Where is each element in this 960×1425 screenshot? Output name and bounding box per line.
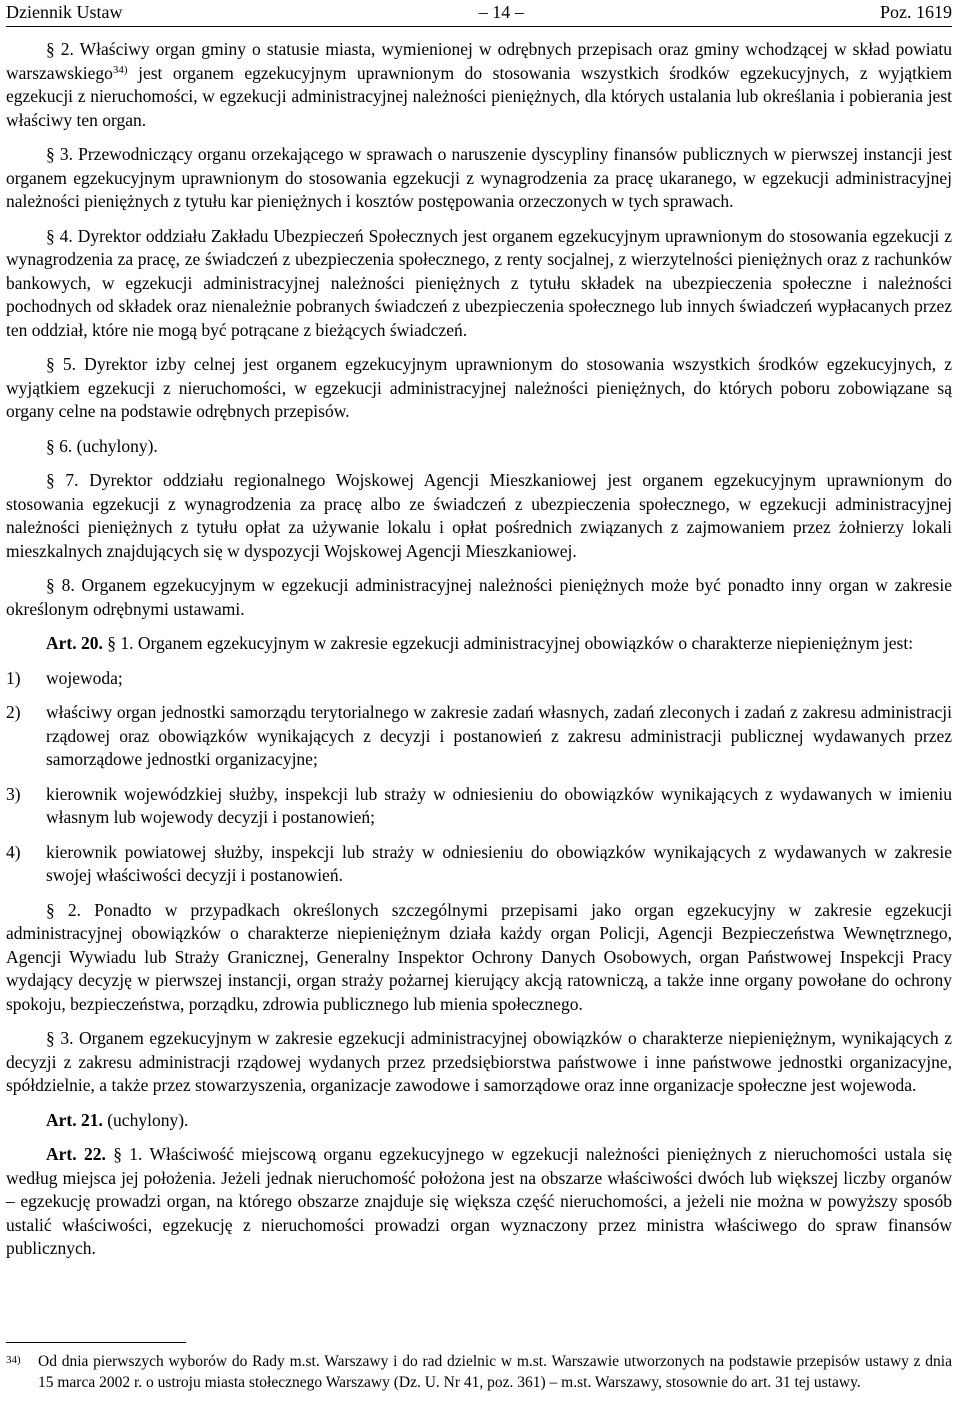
footnote-divider xyxy=(6,1342,186,1343)
footnote xyxy=(6,1351,952,1393)
footnote-mark: 34) xyxy=(6,1354,21,1366)
paragraph-3: § 3. Przewodniczący organu orzekającego w sprawach o naruszenie dyscypliny finansów publicznych w pierwszej instancji jest organem egzekucyjnym uprawnionym do stosowania egzekucji z wynagrodzenia za pracę ukaranego, w egzekucji administracyjnej należności pieniężnych z tytułu kar pieniężnych i kosztów postępowania orzeczonych w tych sprawach. xyxy=(6,144,952,211)
paragraph-8: § 8. Organem egzekucyjnym w egzekucji administracyjnej należności pieniężnych może być ponadto inny organ w zakresie określonym odrębnymi ustawami. xyxy=(6,575,952,619)
position-number: Poz. 1619 xyxy=(879,2,952,23)
journal-title: Dziennik Ustaw xyxy=(6,2,123,23)
list-item: 4) kierownik powiatowej służby, inspekcji lub straży w odniesieniu do obowiązków wynikających z wydawanych w zakresie swojej właściwości decyzji i postanowień. xyxy=(6,841,952,885)
paragraph-5: § 5. Dyrektor izby celnej jest organem egzekucyjnym uprawnionym do stosowania wszystkich środków egzekucyjnych, z wyjątkiem egzekucji z nieruchomości, w egzekucji administracyjnej należności pieniężnych, do których poboru zobowiązane są organy celne na podstawie odrębnych przepisów. xyxy=(6,354,952,421)
list-item: 2) właściwy organ jednostki samorządu terytorialnego w zakresie zadań własnych, zadań zleconych i zadań z zakresu administracji rządowej oraz obowiązków wynikających z decyzji i postanowień z zakresu administracji publicznej wydawanych przez samorządowe jednostki organizacyjne; xyxy=(6,702,952,769)
article-label: Art. 21. xyxy=(46,1109,103,1130)
paragraph-7: § 7. Dyrektor oddziału regionalnego Wojskowej Agencji Mieszkaniowej jest organem egzekucyjnym uprawnionym do stosowania egzekucji z wynagrodzenia za pracę albo ze świadczeń z ubezpieczenia społecznego, w egzekucji administracyjnej należności pieniężnych z tytułu opłat za używanie lokalu i opłat pośrednich związanych z zajmowaniem przez żołnierzy lokali mieszkalnych znajdujących się w dyspozycji Wojskowej Agencji Mieszkaniowej. xyxy=(6,470,952,561)
paragraph-2: § 2. Właściwy organ gminy o statusie miasta, wymienionej w odrębnych przepisach oraz gminy wchodzącej w skład powiatu warszawskiego$^{34)}$ jest organem egzekucyjnym uprawnionym do stosowania wszystkich środków egzekucyjnych, z wyjątkiem egzekucji z nieruchomości, w egzekucji administracyjnej należności pieniężnych, dla których ustalania lub określania i pobierania jest właściwy ten organ. xyxy=(6,39,952,130)
article-20-paragraph-1: Art. 20. § 1. Organem egzekucyjnym w zakresie egzekucji administracyjnej obowiązków o charakterze niepieniężnym jest: xyxy=(46,633,914,653)
article-label: Art. 20. xyxy=(46,633,103,653)
main-text xyxy=(6,38,952,1272)
footnotes xyxy=(6,1342,952,1393)
paragraph-6: § 6. (uchylony). xyxy=(46,435,158,456)
footnote-text: Od dnia pierwszych wyborów do Rady m.st. Warszawy i do rad dzielnic w m.st. Warszawie utworzonych na podstawie przepisów ustawy z dnia 15 marca 2002 r. o ustroju miasta stołecznego Warszawy (Dz. U. Nr 41, poz. 361) – m.st. Warszawy, stosownie do art. 31 tej ustawy. xyxy=(38,1353,952,1391)
article-20-paragraph-2: § 2. Ponadto w przypadkach określonych szczególnymi przepisami jako organ egzekucyjny w zakresie egzekucji administracyjnej obowiązków o charakterze niepieniężnym działa każdy organ Policji, Agencji Bezpieczeństwa Wewnętrznego, Agencji Wywiadu lub Straży Granicznej, Generalny Inspektor Ochrony Danych Osobowych, organ Państwowej Inspekcji Pracy wydający decyzję w pierwszej instancji, organ straży pożarnej kierujący akcją ratowniczą, a także inne organy powołane do ochrony spokoju, bezpieczeństwa, porządku, zdrowia publicznego lub mienia społecznego. xyxy=(6,899,952,1014)
page-number: – 14 – xyxy=(478,2,524,23)
article-20-paragraph-3: § 3. Organem egzekucyjnym w zakresie egzekucji administracyjnej obowiązków o charakterze niepieniężnym, wynikających z decyzji z zakresu administracji rządowej wydanych przez przedsiębiorstwa państwowe i inne państwowe jednostki organizacyjne, spółdzielnie, a także przez stowarzyszenia, organizacje zawodowe i samorządowe oraz inne organizacje społeczne jest wojewoda. xyxy=(6,1028,952,1095)
paragraph-4: § 4. Dyrektor oddziału Zakładu Ubezpieczeń Społecznych jest organem egzekucyjnym uprawnionym do stosowania egzekucji z wynagrodzenia za pracę, ze świadczeń z ubezpieczenia społecznego, z renty socjalnej, z wierzytelności pieniężnych oraz z rachunków bankowych, w egzekucji administracyjnej należności pieniężnych z tytułu składek na ubezpieczenia społeczne i należności pochodnych od składek oraz nienależnie pobranych świadczeń z ubezpieczenia społecznego lub innych świadczeń wypłacanych przez ten oddział, które nie mogą być potrącane z bieżących świadczeń. xyxy=(6,225,952,340)
article-label: Art. 22. xyxy=(46,1144,106,1164)
list-item: 1) wojewoda; xyxy=(6,667,123,688)
page-header xyxy=(6,0,952,27)
footnote-ref[interactable]: 34) xyxy=(112,63,128,76)
article-21: Art. 21. (uchylony). xyxy=(46,1109,189,1130)
list-item: 3) kierownik wojewódzkiej służby, inspekcji lub straży w odniesieniu do obowiązków wynikających z wydawanych w imieniu własnym lub wojewody decyzji i postanowień; xyxy=(6,783,952,827)
article-22-paragraph-1: Art. 22. § 1. Właściwość miejscową organu egzekucyjnego w egzekucji należności pieniężnych z nieruchomości ustala się według miejsca jej położenia. Jeżeli jednak nieruchomość położona jest na obszarze właściwości dwóch lub większej liczby organów – egzekucję prowadzi organ, na którego obszarze znajduje się większa część nieruchomości, a jeżeli nie można w powyższy sposób ustalić właściwości, egzekucję z nieruchomości prowadzi organ wyznaczony przez ministra właściwego do spraw finansów publicznych. xyxy=(6,1144,953,1258)
